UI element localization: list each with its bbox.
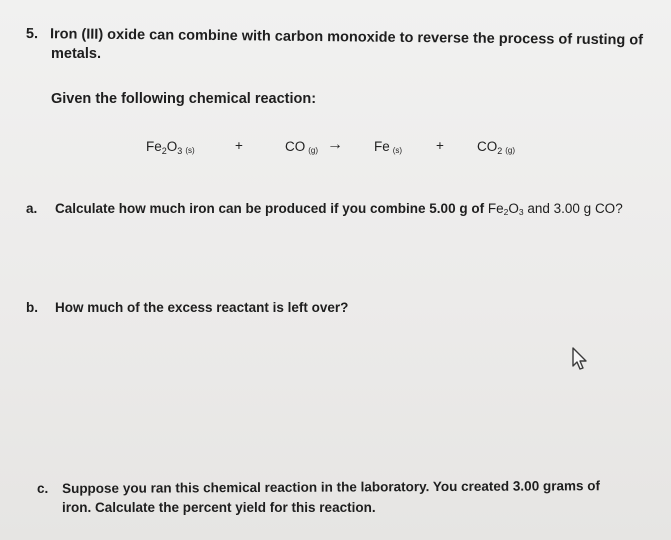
part-b-text: How much of the excess reactant is left over? (55, 300, 349, 315)
part-a-text: Calculate how much iron can be produced if you combine 5.00 g of $Fe_2O_3$ and 3.00 g CO? (55, 201, 623, 217)
question-text: Iron (III) oxide can combine with carbon monoxide to reverse the process of rusting of (49, 26, 644, 49)
equation-arrow: → (327, 136, 343, 153)
part-b-letter: b. (26, 300, 38, 315)
part-a-compound-fe2o3: $Fe_2O_3$ (487, 201, 524, 217)
question-number: 5. (25, 26, 39, 43)
equation-product1: Fe (s) (374, 139, 403, 155)
part-c-text-line1: Suppose you ran this chemical reaction in the laboratory. You created 3.00 grams of (62, 478, 600, 496)
question-text-line2: metals. (51, 46, 101, 62)
equation-reactant1: $Fe_2O_3$ (s) (146, 139, 195, 156)
mouse-pointer-icon (571, 347, 589, 371)
part-a-letter: a. (26, 201, 38, 216)
equation-plus-2: + (436, 138, 444, 153)
equation-plus-1: + (235, 138, 243, 153)
question-text-line1 (26, 26, 643, 48)
part-c-letter: c. (37, 481, 49, 496)
equation-product2: $CO_2$ (g) (477, 139, 516, 156)
given-label: Given the following chemical reaction: (51, 91, 317, 107)
part-c-text-line2: iron. Calculate the percent yield for this reaction. (62, 500, 376, 515)
equation-reactant2: CO (g) (285, 139, 319, 155)
